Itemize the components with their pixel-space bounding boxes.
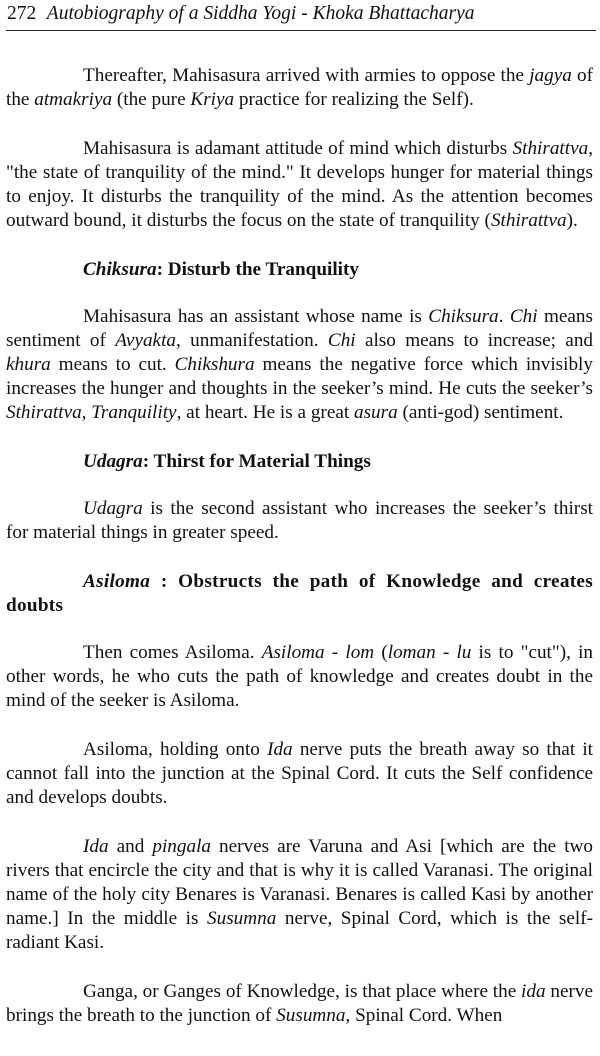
- running-header: [7, 2, 597, 26]
- text-run: , "the state of tranquility of the mind." It develops hunger for material things to enjoy. It disturbs the tranquility of the mind. As the attention becomes outward bound, it disturbs the focus on the state of tranquility (: [6, 138, 593, 231]
- italic-term: pingala: [152, 836, 211, 857]
- body-paragraph: [6, 305, 593, 425]
- italic-term: Kriya: [190, 89, 235, 110]
- page-number: 272: [7, 3, 37, 24]
- italic-term: Avyakta: [115, 330, 176, 351]
- italic-term: Chiksura: [428, 306, 499, 327]
- text-run: Ganga, or Ganges of Knowledge, is that place where the: [83, 981, 522, 1002]
- italic-term: atmakriya: [34, 89, 113, 110]
- text-run: Mahisasura is adamant attitude of mind which disturbs: [83, 138, 513, 159]
- body-paragraph: [6, 137, 593, 233]
- text-run: means to cut.: [50, 354, 175, 375]
- italic-term: ida: [521, 981, 546, 1002]
- text-run: .: [498, 306, 510, 327]
- italic-term: Susumna: [207, 908, 277, 929]
- italic-term: Chi: [327, 330, 356, 351]
- text-run: is to "cut"), in other words, he who cuts the path of knowledge and creates doubt in the mind of the seeker is Asiloma.: [6, 642, 594, 711]
- italic-term: Sthirattva: [512, 138, 589, 159]
- text-run: (anti-god) sentiment.: [397, 402, 564, 423]
- text-run: also means to increase; and: [355, 330, 594, 351]
- text-run: of the: [6, 65, 594, 110]
- body-paragraph: [6, 738, 593, 810]
- italic-term: Sthirattva: [490, 210, 567, 231]
- body-paragraph: [6, 64, 593, 112]
- italic-term: khura: [6, 354, 51, 375]
- text-run: (the pure: [112, 89, 191, 110]
- italic-term: Udagra: [83, 498, 143, 519]
- body-paragraph: [6, 980, 593, 1028]
- text-run: and: [108, 836, 153, 857]
- heading-text: : Obstructs the path of Knowledge and creates doubts: [6, 571, 593, 616]
- italic-term: Asiloma - lom: [261, 642, 375, 663]
- text-run: nerve, Spinal Cord, which is the self-radiant Kasi.: [6, 908, 593, 953]
- text-run: , at heart. He is a great: [176, 402, 354, 423]
- text-run: nerve puts the breath away so that it cannot fall into the junction at the Spinal Cord. It cuts the Self confidence and develops doubts.: [6, 739, 593, 808]
- italic-term: loman - lu: [387, 642, 472, 663]
- italic-term: Ida: [83, 836, 109, 857]
- italic-term: Chikshura: [174, 354, 255, 375]
- italic-term: Susumna: [276, 1005, 346, 1026]
- text-run: nerves are Varuna and Asi [which are the two rivers that encircle the city and that is why it is called Varanasi. The original name of the holy city Benares is Varanasi. Benares is called Kasi by another name.] In the middle is: [6, 836, 593, 929]
- text-run: practice for realizing the Self).: [234, 89, 474, 110]
- text-run: is the second assistant who increases the seeker’s thirst for material things in greater speed.: [6, 498, 593, 543]
- text-run: , unmanifestation.: [176, 330, 328, 351]
- body-paragraph: [6, 641, 593, 713]
- text-run: , Spinal Cord. When: [345, 1005, 503, 1026]
- page-body: [6, 64, 593, 1053]
- heading-term: Udagra: [83, 451, 143, 472]
- section-heading: [6, 258, 593, 282]
- body-paragraph: [6, 497, 593, 545]
- italic-term: Chi: [509, 306, 538, 327]
- header-rule: [6, 30, 596, 31]
- heading-term: Asiloma: [83, 571, 151, 592]
- text-run: Mahisasura has an assistant whose name is: [83, 306, 429, 327]
- heading-text: : Thirst for Material Things: [142, 451, 371, 472]
- text-run: means the negative force which invisibly increases the hunger and thoughts in the seeker’s mind. He cuts the seeker’s: [6, 354, 593, 399]
- text-run: Then comes Asiloma.: [83, 642, 262, 663]
- section-heading: [6, 450, 593, 474]
- text-run: Thereafter, Mahisasura arrived with armies to oppose the: [83, 65, 530, 86]
- text-run: nerve brings the breath to the junction of: [6, 981, 593, 1026]
- text-run: ).: [566, 210, 578, 231]
- section-heading: [6, 570, 593, 618]
- italic-term: asura: [353, 402, 398, 423]
- italic-term: Sthirattva, Tranquility: [6, 402, 177, 423]
- text-run: means sentiment of: [6, 306, 593, 351]
- heading-text: : Disturb the Tranquility: [156, 259, 359, 280]
- body-paragraph: [6, 835, 593, 955]
- italic-term: jagya: [529, 65, 572, 86]
- text-run: (: [374, 642, 388, 663]
- heading-term: Chiksura: [83, 259, 157, 280]
- text-run: Asiloma, holding onto: [83, 739, 268, 760]
- italic-term: Ida: [267, 739, 293, 760]
- running-title: Autobiography of a Siddha Yogi - Khoka Bhattacharya: [46, 3, 475, 24]
